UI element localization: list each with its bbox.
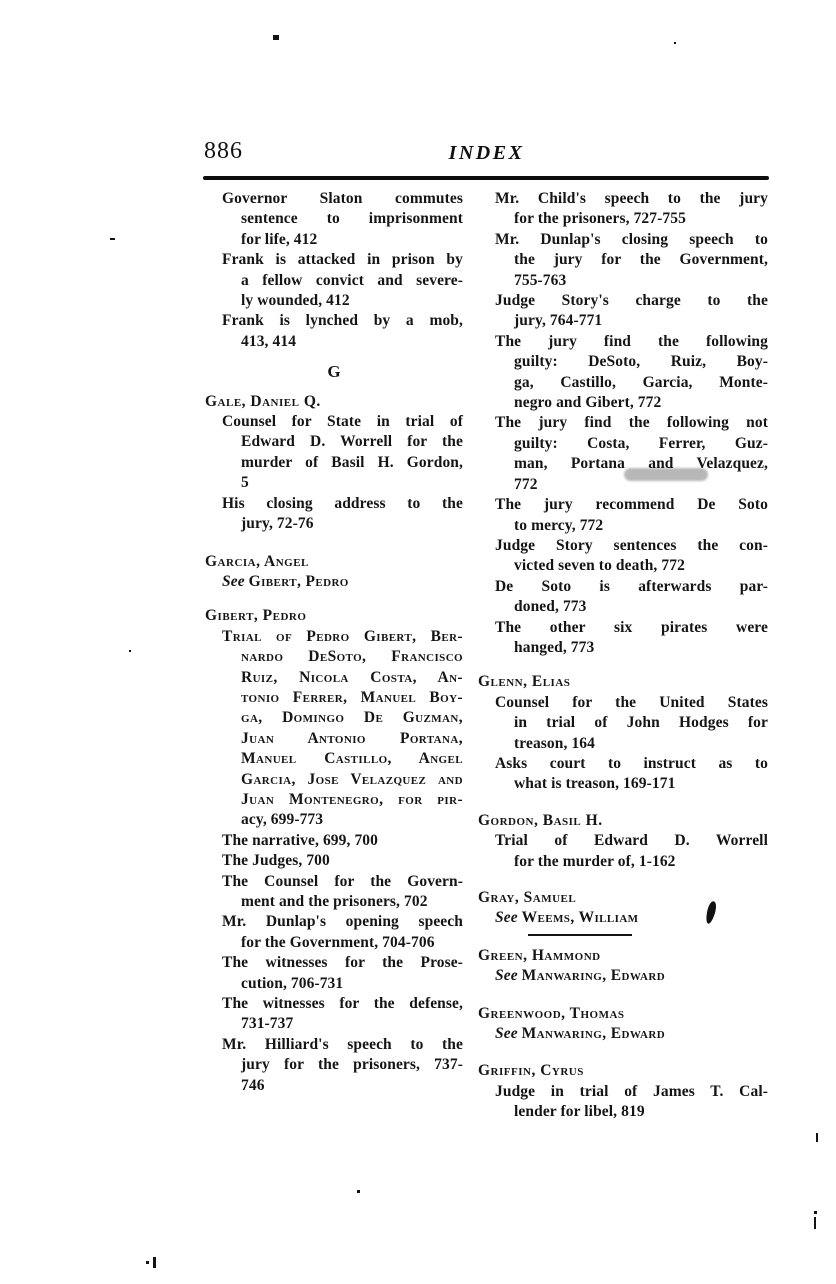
index-line: 772 <box>514 475 538 493</box>
ink-mark <box>110 238 115 240</box>
index-line: a fellow convict and severe- <box>241 271 463 289</box>
index-line: to mercy, 772 <box>514 516 604 534</box>
index-line: Judge Story sentences the con- <box>495 536 768 554</box>
index-line: guilty: DeSoto, Ruiz, Boy- <box>514 353 768 371</box>
index-line: ga, Domingo De Guzman, <box>241 709 463 727</box>
index-line: jury, 764-771 <box>514 312 603 330</box>
index-line: doned, 773 <box>514 598 587 616</box>
index-line: His closing address to the <box>222 494 463 512</box>
index-line: 413, 414 <box>241 332 297 350</box>
index-line: Trial of Pedro Gibert, Ber- <box>222 627 463 645</box>
see-reference: See Gibert, Pedro <box>222 572 349 590</box>
ink-mark <box>674 42 676 44</box>
index-line: man, Portana and Velazquez, <box>514 455 768 473</box>
index-line: Judge Story's charge to the <box>495 292 768 310</box>
index-line: Juan Antonio Portana, <box>241 729 463 747</box>
index-line: jury for the prisoners, 737- <box>241 1056 463 1074</box>
index-line: Manuel Castillo, Angel <box>241 750 463 768</box>
index-line: The Counsel for the Govern- <box>222 872 463 890</box>
index-line: nardo DeSoto, Francisco <box>241 648 463 666</box>
index-line: Ruiz, Nicola Costa, An- <box>241 668 463 686</box>
index-line: hanged, 773 <box>514 638 595 656</box>
ink-mark <box>357 1190 360 1193</box>
see-reference: See Manwaring, Edward <box>495 1025 666 1043</box>
index-line: Judge in trial of James T. Cal- <box>495 1082 768 1100</box>
index-line: Counsel for State in trial of <box>222 413 463 431</box>
ink-mark <box>273 35 279 40</box>
index-line: Frank is lynched by a mob, <box>222 312 463 330</box>
ink-mark <box>146 1261 149 1264</box>
index-line: negro and Gibert, 772 <box>514 394 662 412</box>
ink-mark <box>153 1257 156 1268</box>
index-line: treason, 164 <box>514 734 595 752</box>
index-line: tonio Ferrer, Manuel Boy- <box>241 688 463 706</box>
index-line: in trial of John Hodges for <box>514 714 768 732</box>
index-line: Garcia, Jose Velazquez and <box>241 770 463 788</box>
index-line: The narrative, 699, 700 <box>222 831 378 849</box>
index-headword: Gale, Daniel Q. <box>205 392 321 410</box>
header-rule <box>203 176 769 180</box>
index-line: for the prisoners, 727-755 <box>514 210 686 228</box>
index-line: sentence to imprisonment <box>241 210 463 228</box>
index-line: 731-737 <box>241 1015 294 1033</box>
index-line: ment and the prisoners, 702 <box>241 893 428 910</box>
index-line: lender for libel, 819 <box>514 1103 645 1121</box>
index-headword: Green, Hammond <box>478 946 601 964</box>
index-line: murder of Basil H. Gordon, <box>241 453 463 471</box>
index-line: acy, 699-773 <box>241 811 324 829</box>
see-reference: See Manwaring, Edward <box>495 967 666 985</box>
index-line: Counsel for the United States <box>495 693 768 711</box>
index-line: Mr. Dunlap's opening speech <box>222 913 463 931</box>
ink-mark <box>816 1133 818 1142</box>
index-line: ly wounded, 412 <box>241 292 350 310</box>
index-line: ga, Castillo, Garcia, Monte- <box>514 373 768 391</box>
index-line: cution, 706-731 <box>241 974 344 992</box>
page-title: INDEX <box>448 142 525 164</box>
index-headword: Gray, Samuel <box>478 889 577 906</box>
index-column-right <box>478 189 768 1123</box>
ink-mark <box>814 1211 817 1214</box>
index-line: The witnesses for the Prose- <box>222 954 463 972</box>
index-line: The jury find the following not <box>495 414 768 432</box>
index-line: jury, 72-76 <box>241 515 314 533</box>
index-headword: Greenwood, Thomas <box>478 1004 625 1022</box>
page-number: 886 <box>204 138 243 164</box>
index-line: Edward D. Worrell for the <box>241 433 463 451</box>
index-line: Mr. Child's speech to the jury <box>495 190 768 207</box>
ink-underline <box>528 934 632 936</box>
index-line: Juan Montenegro, for pir- <box>241 790 463 808</box>
index-line: 5 <box>241 474 249 492</box>
index-column-left <box>205 189 463 1096</box>
index-line: The Judges, 700 <box>222 852 330 870</box>
ink-mark <box>129 650 131 652</box>
index-line: Governor Slaton commutes <box>222 190 463 207</box>
index-line: The witnesses for the defense, <box>222 995 463 1013</box>
index-line: De Soto is afterwards par- <box>495 577 768 595</box>
index-line: Mr. Dunlap's closing speech to <box>495 230 768 248</box>
index-line: The other six pirates were <box>495 618 768 636</box>
index-headword: Glenn, Elias <box>478 673 571 691</box>
ink-smudge <box>624 468 708 481</box>
index-line: 746 <box>241 1076 265 1094</box>
index-line: 755-763 <box>514 271 567 289</box>
index-line: guilty: Costa, Ferrer, Guz- <box>514 434 768 452</box>
index-headword: Gibert, Pedro <box>205 607 307 625</box>
index-line: Trial of Edward D. Worrell <box>495 832 768 850</box>
index-line: Mr. Hilliard's speech to the <box>222 1035 463 1053</box>
see-reference: See Weems, William <box>495 909 639 927</box>
index-line: for the murder of, 1-162 <box>514 852 676 870</box>
index-line: Asks court to instruct as to <box>495 754 768 772</box>
index-headword: Garcia, Angel <box>205 552 309 570</box>
ink-mark <box>814 1217 816 1229</box>
index-line: The jury recommend De Soto <box>495 496 768 514</box>
section-heading: G <box>327 362 341 382</box>
index-line: what is treason, 169-171 <box>514 775 676 793</box>
index-line: The jury find the following <box>495 332 768 350</box>
index-line: victed seven to death, 772 <box>514 557 685 575</box>
index-line: for life, 412 <box>241 230 318 248</box>
index-line: the jury for the Government, <box>514 251 768 269</box>
index-headword: Griffin, Cyrus <box>478 1062 584 1080</box>
index-headword: Gordon, Basil H. <box>478 811 603 829</box>
index-line: Frank is attacked in prison by <box>222 251 463 269</box>
index-line: for the Government, 704-706 <box>241 933 435 951</box>
